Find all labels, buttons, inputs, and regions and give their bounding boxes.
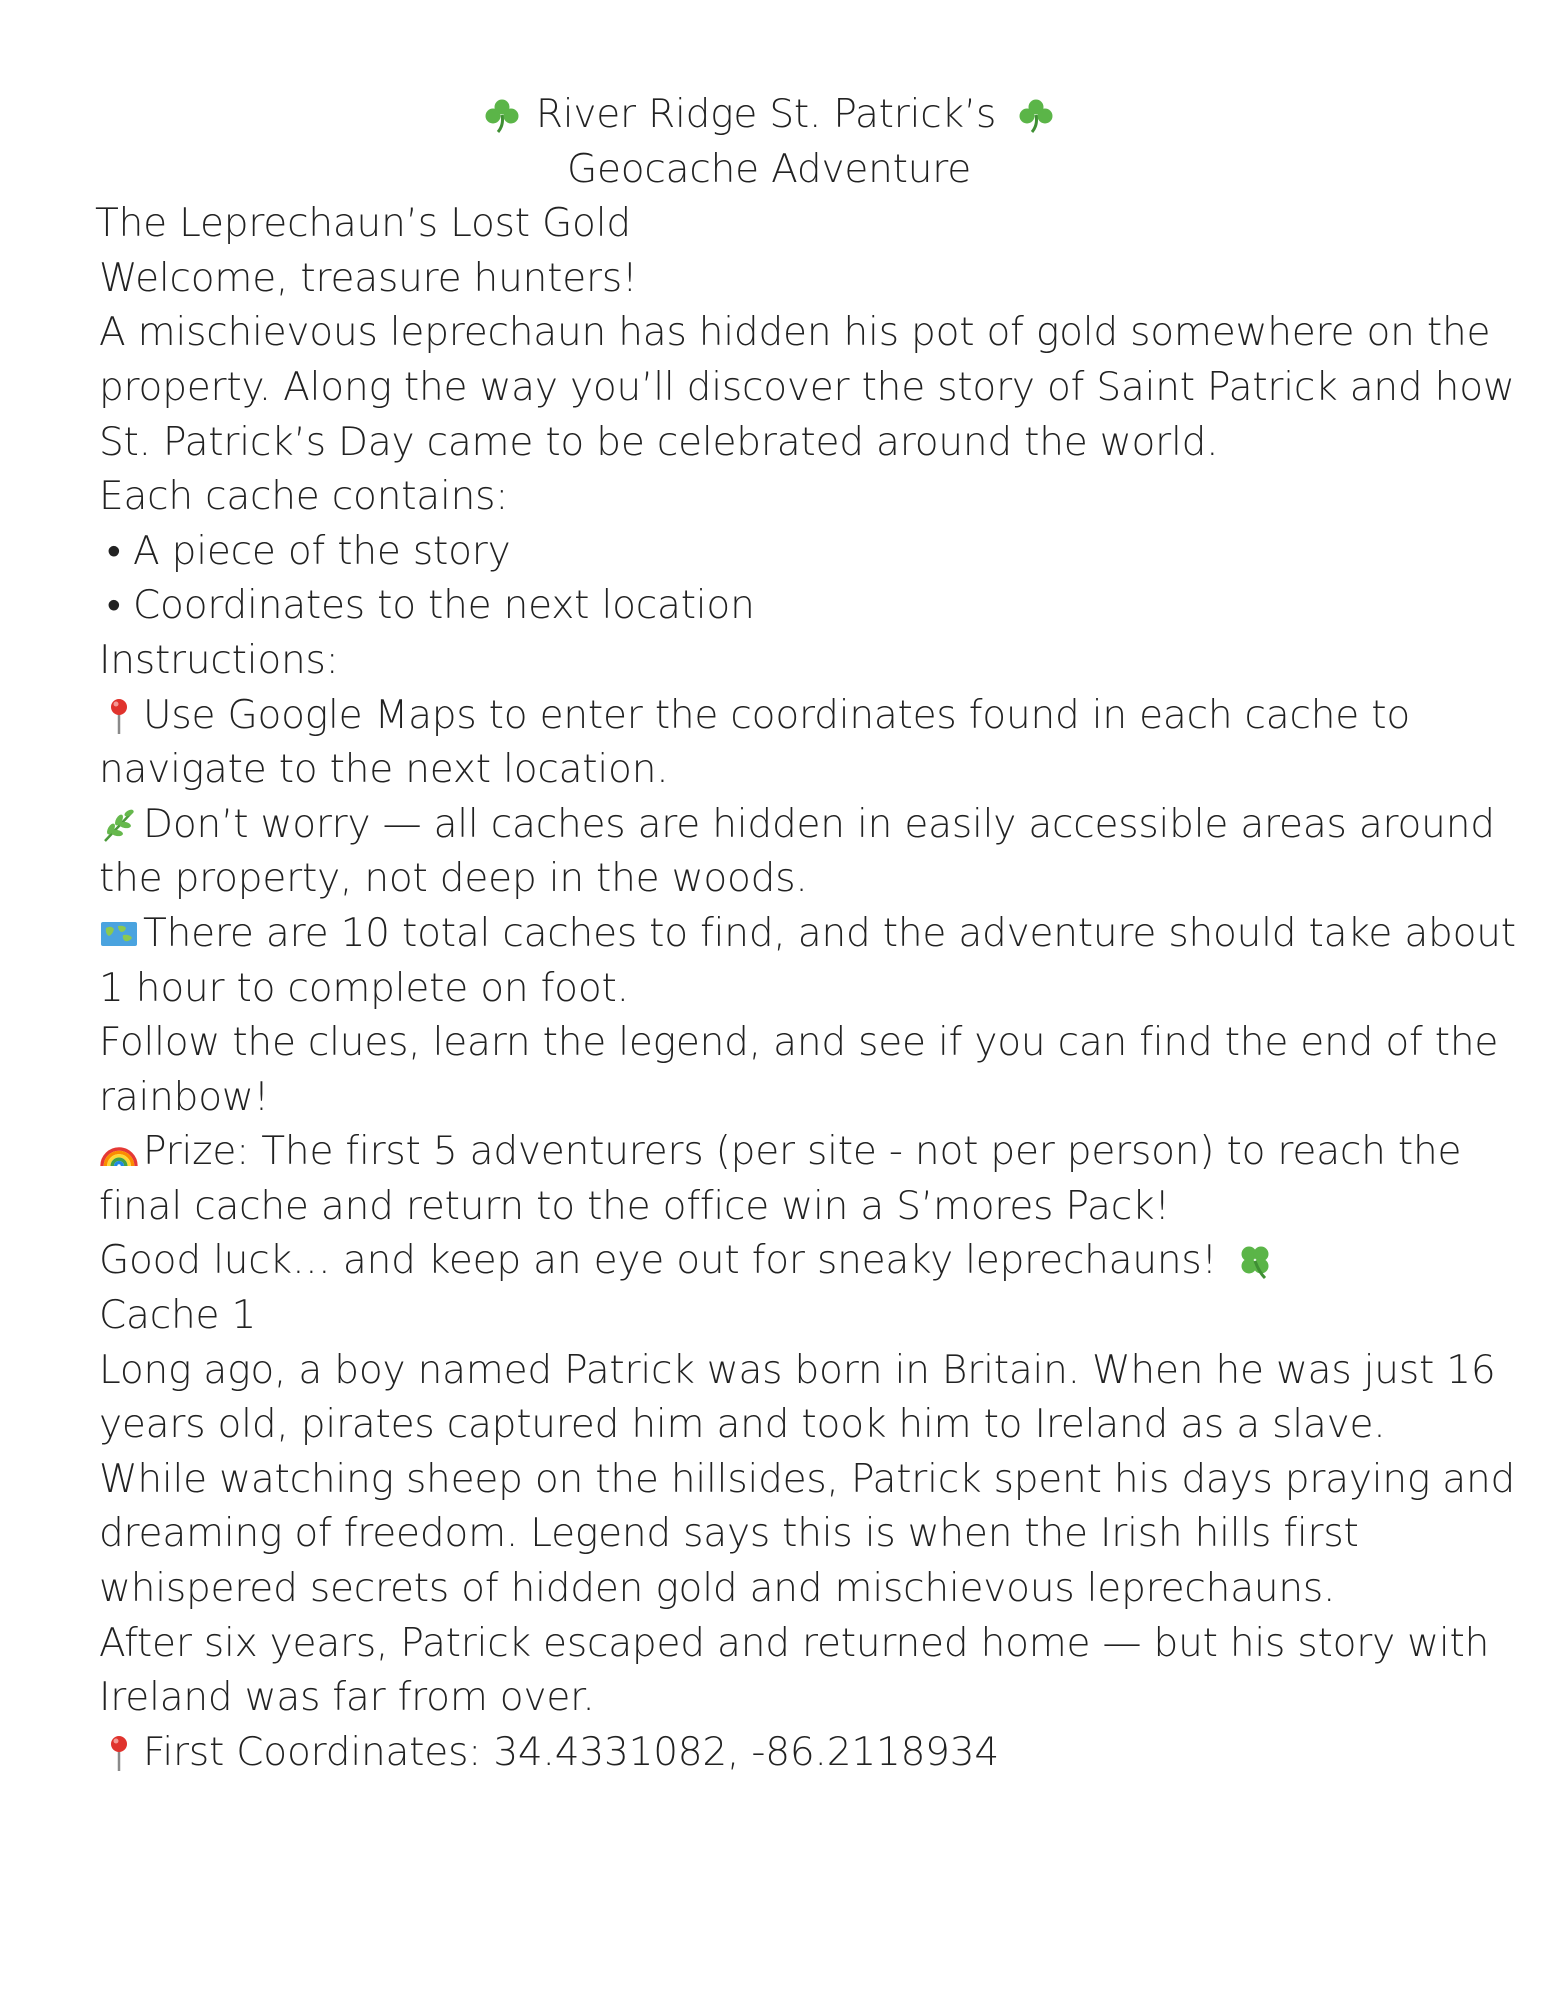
instruction-line: navigate to the next location. bbox=[99, 747, 669, 793]
instructions-heading: Instructions: bbox=[99, 637, 339, 683]
welcome-text: Welcome, treasure hunters! bbox=[99, 255, 638, 301]
story-title: The Leprechaun’s Lost Gold bbox=[95, 201, 631, 247]
shamrock-icon bbox=[1014, 95, 1058, 135]
four-leaf-clover-icon bbox=[1235, 1241, 1279, 1281]
coordinates-line: First Coordinates: 34.4331082, -86.2118934 bbox=[99, 1726, 1459, 1781]
list-item-text: A piece of the story bbox=[133, 528, 511, 574]
follow-line: Follow the clues, learn the legend, and see if you can find the end of the bbox=[99, 1020, 1499, 1066]
cache-story-line: dreaming of freedom. Legend says this is when the Irish hills first bbox=[99, 1511, 1359, 1557]
follow-line: rainbow! bbox=[99, 1074, 270, 1120]
title-text: River Ridge St. Patrick’s bbox=[535, 92, 997, 137]
instruction-line: the property, not deep in the woods. bbox=[99, 856, 808, 902]
cache-story-line: years old, pirates captured him and took him to Ireland as a slave. bbox=[99, 1402, 1386, 1448]
list-item: • Coordinates to the next location bbox=[107, 583, 755, 629]
instruction-line: 1 hour to complete on foot. bbox=[99, 965, 629, 1011]
prize-line: Prize: The first 5 adventurers (per site - not per person) to reach the bbox=[99, 1125, 1459, 1180]
round-pushpin-icon bbox=[99, 1733, 143, 1773]
instruction-line: Use Google Maps to enter the coordinates found in each cache to bbox=[99, 689, 1459, 744]
intro-paragraph-line: St. Patrick’s Day came to be celebrated around the world. bbox=[99, 419, 1219, 465]
shamrock-icon bbox=[480, 95, 524, 135]
rainbow-icon bbox=[99, 1132, 143, 1172]
title-line-1 bbox=[99, 88, 1439, 143]
cache-story-line: While watching sheep on the hillsides, Patrick spent his days praying and bbox=[99, 1456, 1516, 1502]
instruction-line: There are 10 total caches to find, and the adventure should take about bbox=[99, 907, 1459, 962]
intro-paragraph-line: A mischievous leprechaun has hidden his pot of gold somewhere on the bbox=[99, 310, 1491, 356]
cache-story-line: Long ago, a boy named Patrick was born in Britain. When he was just 16 bbox=[99, 1347, 1496, 1393]
title-line-2: Geocache Adventure bbox=[566, 146, 972, 192]
list-item: • A piece of the story bbox=[107, 528, 511, 574]
world-map-icon bbox=[99, 914, 143, 954]
round-pushpin-icon bbox=[99, 696, 143, 736]
document-page bbox=[95, 88, 1516, 1780]
cache-story-line: After six years, Patrick escaped and returned home — but his story with bbox=[99, 1620, 1490, 1666]
instruction-line: Don’t worry — all caches are hidden in easily accessible areas around bbox=[99, 798, 1459, 853]
cache-story-line: whispered secrets of hidden gold and mischievous leprechauns. bbox=[99, 1566, 1336, 1612]
list-item-text: Coordinates to the next location bbox=[133, 583, 755, 629]
cache-heading: Cache 1 bbox=[99, 1293, 257, 1339]
good-luck-line: Good luck… and keep an eye out for sneaky leprechauns! bbox=[99, 1234, 1459, 1289]
intro-paragraph-line: property. Along the way you’ll discover the story of Saint Patrick and how bbox=[99, 364, 1515, 410]
herb-icon bbox=[99, 805, 143, 845]
contains-heading: Each cache contains: bbox=[99, 474, 509, 520]
prize-line: final cache and return to the office win a S’mores Pack! bbox=[99, 1183, 1170, 1229]
cache-story-line: Ireland was far from over. bbox=[99, 1675, 595, 1721]
